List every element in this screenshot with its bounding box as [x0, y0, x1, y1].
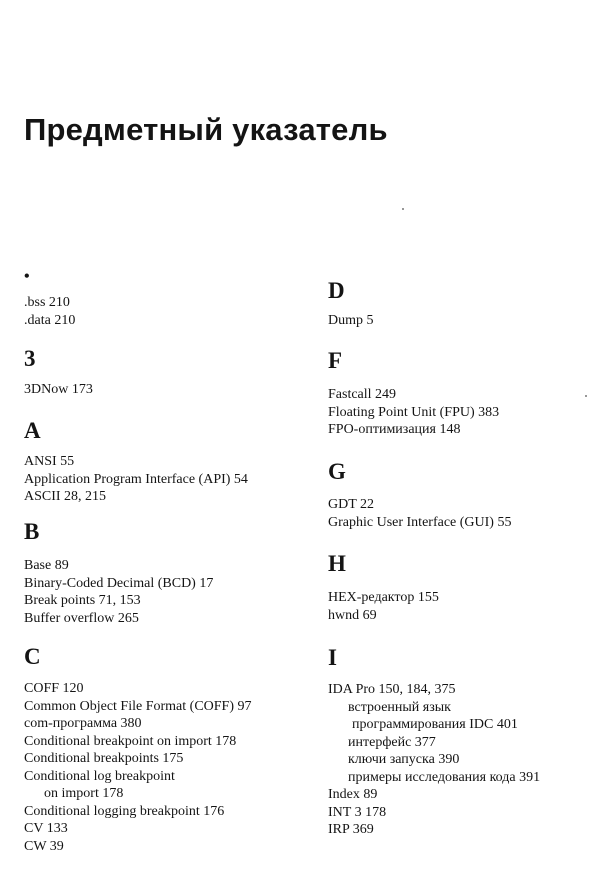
index-entries: [24, 453, 248, 506]
scan-speck: [585, 395, 587, 397]
letter-heading: G: [328, 459, 346, 484]
letter-heading: C: [24, 644, 41, 669]
index-entries: [328, 681, 540, 839]
index-entry: COFF 120: [24, 681, 84, 696]
index-entry: IDA Pro 150, 184, 375: [328, 682, 456, 697]
scan-speck: [402, 208, 404, 210]
index-entry: Conditional log breakpoint: [24, 768, 175, 784]
index-entries: [328, 386, 499, 439]
index-entry: Fastcall 249: [328, 387, 397, 402]
letter-heading: B: [24, 519, 40, 544]
letter-heading: H: [328, 551, 346, 576]
letter-heading: D: [328, 278, 345, 303]
index-entries: [328, 496, 511, 531]
index-entry: FPO-оптимизация 148: [328, 422, 461, 437]
index-entry: Binary-Coded Decimal (BCD) 17: [24, 575, 214, 591]
index-entry: Conditional breakpoint on import 178: [24, 733, 237, 749]
index-entry: Graphic User Interface (GUI) 55: [328, 514, 512, 530]
index-entry: CW 39: [24, 838, 64, 854]
index-subentry: примеры исследования кода 391: [348, 769, 541, 785]
index-entry: IRP 369: [328, 822, 374, 837]
index-entry: Dump 5: [328, 313, 374, 328]
index-subentry: интерфейс 377: [348, 734, 436, 750]
letter-heading: A: [24, 418, 41, 443]
letter-heading: I: [328, 645, 337, 670]
index-entry: ANSI 55: [24, 454, 75, 469]
letter-heading: 3: [24, 346, 36, 371]
index-entry: Buffer overflow 265: [24, 610, 139, 626]
index-entry: 3DNow 173: [24, 382, 93, 397]
index-entry: Base 89: [24, 558, 69, 573]
index-entry: GDT 22: [328, 497, 375, 512]
index-entry: ASCII 28, 215: [24, 489, 107, 504]
index-entry: .data 210: [24, 312, 76, 328]
index-entries: [24, 294, 75, 329]
index-entry: Conditional logging breakpoint 176: [24, 803, 225, 819]
index-entries: [24, 680, 252, 855]
index-entry: INT 3 178: [328, 804, 387, 820]
index-entry: Common Object File Format (COFF) 97: [24, 698, 252, 714]
index-entries: [328, 589, 439, 624]
index-subentry: встроенный язык: [348, 699, 451, 715]
index-entries: [24, 557, 213, 627]
index-entries: [328, 312, 374, 330]
index-subentry: ключи запуска 390: [348, 752, 460, 767]
page-title: Предметный указатель: [24, 112, 388, 147]
index-entries: [24, 381, 93, 399]
letter-heading: F: [328, 348, 343, 373]
index-entry: HEX-редактор 155: [328, 590, 439, 605]
index-subentry: программирования IDC 401: [352, 717, 518, 732]
index-entry: com-программа 380: [24, 716, 142, 731]
index-entry: hwnd 69: [328, 607, 377, 623]
index-entry: Index 89: [328, 787, 378, 802]
index-entry: CV 133: [24, 821, 68, 836]
index-entry: Break points 71, 153: [24, 593, 141, 608]
index-entry: Conditional breakpoints 175: [24, 751, 184, 766]
index-subentry: on import 178: [44, 786, 124, 801]
index-entry: Floating Point Unit (FPU) 383: [328, 404, 500, 420]
letter-heading: •: [24, 268, 30, 285]
index-entry: .bss 210: [24, 295, 70, 310]
index-entry: Application Program Interface (API) 54: [24, 471, 248, 487]
